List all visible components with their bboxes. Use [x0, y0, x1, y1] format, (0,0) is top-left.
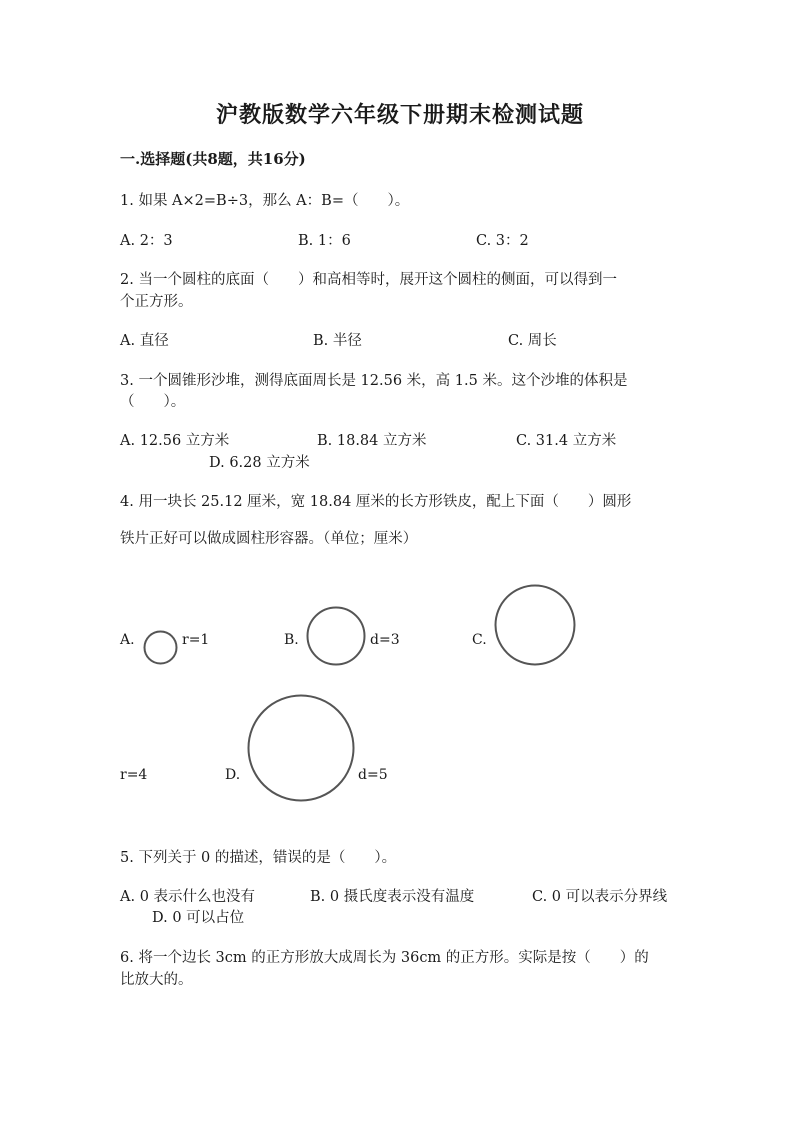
- circle-a: [143, 630, 178, 665]
- question-6-stem-line-1: 6. 将一个边长 3cm 的正方形放大成周长为 36cm 的正方形。实际是按（ ）的: [120, 950, 649, 966]
- question-2-option-c: C. 周长: [508, 333, 557, 349]
- question-1-option-a: A. 2：3: [120, 233, 173, 249]
- figure-option-b-label: B.: [284, 632, 299, 648]
- figure-option-a-label: A.: [120, 632, 135, 648]
- question-4-stem-line-2: 铁片正好可以做成圆柱形容器。（单位；厘米）: [120, 531, 418, 547]
- question-5-option-d: D. 0 可以占位: [152, 910, 245, 926]
- question-6-stem-line-2: 比放大的。: [120, 972, 193, 988]
- question-2-option-b: B. 半径: [313, 333, 362, 349]
- question-3-option-c: C. 31.4 立方米: [516, 433, 617, 449]
- page-title: 沪教版数学六年级下册期末检测试题: [215, 102, 584, 128]
- question-2-option-a: A. 直径: [120, 333, 169, 349]
- circle-c: [494, 584, 576, 666]
- question-5-option-a: A. 0 表示什么也没有: [120, 889, 256, 905]
- question-1-option-c: C. 3：2: [476, 233, 529, 249]
- circle-b: [306, 606, 366, 666]
- figure-option-d-label: D.: [225, 767, 241, 783]
- figure-option-d-dimension: d=5: [358, 767, 388, 783]
- question-3-option-a: A. 12.56 立方米: [120, 433, 230, 449]
- question-1-option-b: B. 1：6: [298, 233, 351, 249]
- question-4-stem-line-1: 4. 用一块长 25.12 厘米，宽 18.84 厘米的长方形铁皮，配上下面（ ）圆形: [120, 494, 632, 510]
- section-heading: 一.选择题(共8题，共16分): [120, 150, 306, 168]
- question-5-option-c: C. 0 可以表示分界线: [532, 889, 668, 905]
- question-1-stem: 1. 如果 A×2=B÷3，那么 A：B=（ ）。: [120, 193, 410, 209]
- question-5-option-b: B. 0 摄氏度表示没有温度: [310, 889, 475, 905]
- circle-d: [247, 694, 355, 802]
- question-3-stem-line-2: （ ）。: [120, 394, 186, 410]
- figure-option-a-dimension: r=1: [182, 632, 210, 648]
- question-2-stem-line-2: 个正方形。: [120, 294, 193, 310]
- question-2-stem-line-1: 2. 当一个圆柱的底面（ ）和高相等时，展开这个圆柱的侧面，可以得到一: [120, 272, 617, 288]
- question-5-stem: 5. 下列关于 0 的描述，错误的是（ ）。: [120, 850, 397, 866]
- figure-option-c-dimension: r=4: [120, 767, 148, 783]
- question-3-option-d: D. 6.28 立方米: [209, 455, 310, 471]
- question-3-option-b: B. 18.84 立方米: [317, 433, 427, 449]
- question-3-stem-line-1: 3. 一个圆锥形沙堆，测得底面周长是 12.56 米，高 1.5 米。这个沙堆的体积是: [120, 373, 628, 389]
- figure-option-c-label: C.: [472, 632, 487, 648]
- figure-option-b-dimension: d=3: [370, 632, 400, 648]
